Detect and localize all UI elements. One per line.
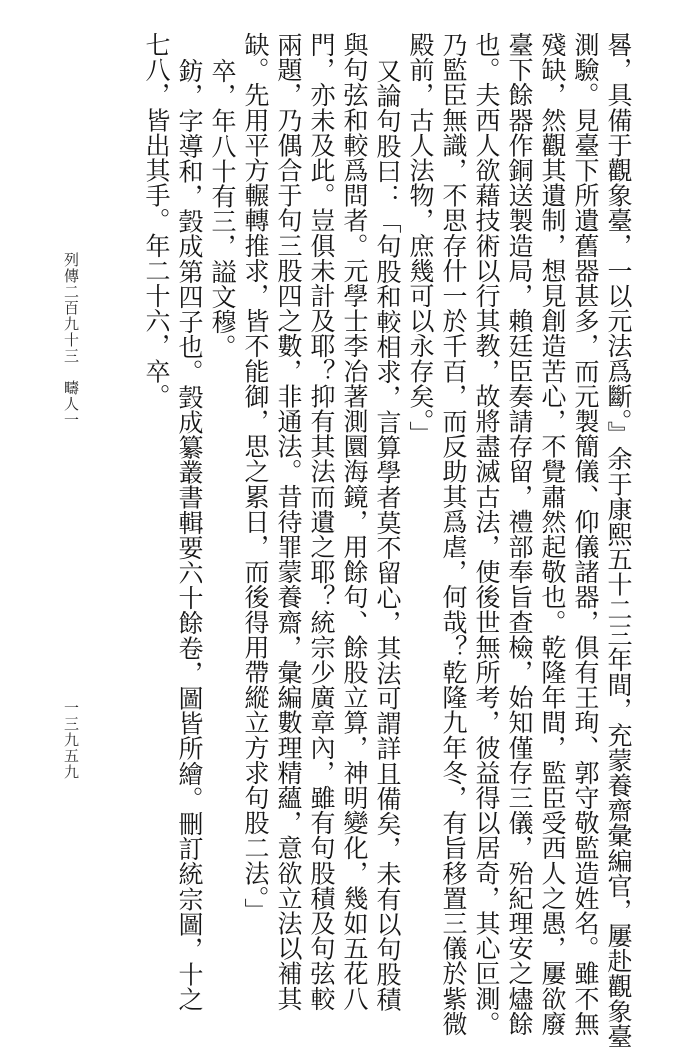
- text-column-1: 晷，具備于觀象臺，一以元法爲斷。』余于康熙五十二三年間，充蒙養齋彙編官，屢赴觀象臺: [604, 32, 633, 1049]
- text-column-15: 七八，皆出其手。年二十六，卒。: [142, 32, 171, 409]
- running-header: 列傳二百九十三 疇人一: [62, 252, 80, 428]
- text-column-4: 臺下餘器作銅送製造局，賴廷臣奏請存留，禮部奉旨查檢，始知僅存三儀，殆紀理安之燼餘: [505, 32, 534, 1036]
- text-column-11: 兩題，乃偶合于句三股四之數，非通法。昔待罪蒙養齋，彙編數理精蘊，意欲立法以補其: [274, 32, 303, 1011]
- text-column-13: 卒，年八十有三，謚文穆。: [208, 58, 237, 360]
- text-column-12: 缺。先用平方輾轉推求，皆不能御，思之累日，而後得用帶縱立方求句股二法。」: [241, 32, 270, 924]
- text-column-8: 又論句股曰：「句股和較相求，言算學者莫不留心，其法可謂詳且備矣，未有以句股積: [373, 58, 402, 1012]
- text-column-3: 殘缺，然觀其遺制，想見創造苦心，不覺肅然起敬也。乾隆年間，監臣受西人之愚，屢欲廢: [538, 32, 567, 1036]
- text-column-10: 門，亦未及此。豈俱未計及耶？抑有其法而遺之耶？統宗少廣章內，雖有句股積及句弦較: [307, 32, 336, 1011]
- text-column-7: 殿前，古人法物，庶幾可以永存矣。」: [406, 32, 435, 447]
- text-column-14: 鈁，字導和，瑴成第四子也。瑴成纂叢書輯要六十餘卷，圖皆所繪。刪訂統宗圖，十之: [175, 58, 204, 1012]
- text-column-2: 測驗。見臺下所遺舊器甚多，而元製簡儀、仰儀諸器，俱有王珣、郭守敬監造姓名。雖不無: [571, 32, 600, 1036]
- text-column-5: 也。夫西人欲藉技術以行其教，故將盡滅古法，使後世無所考，彼益得以居奇，其心叵測。: [472, 32, 501, 1036]
- page-number: 一三九五九: [62, 700, 80, 780]
- text-column-9: 與句弦和較爲問者。元學士李冶著測圜海鏡，用餘句、餘股立算，神明變化，幾如五花八: [340, 32, 369, 1011]
- text-column-6: 乃監臣無識，不思存什一於千百，而反助其爲虐，何哉？乾隆九年冬，有旨移置三儀於紫微: [439, 32, 468, 1036]
